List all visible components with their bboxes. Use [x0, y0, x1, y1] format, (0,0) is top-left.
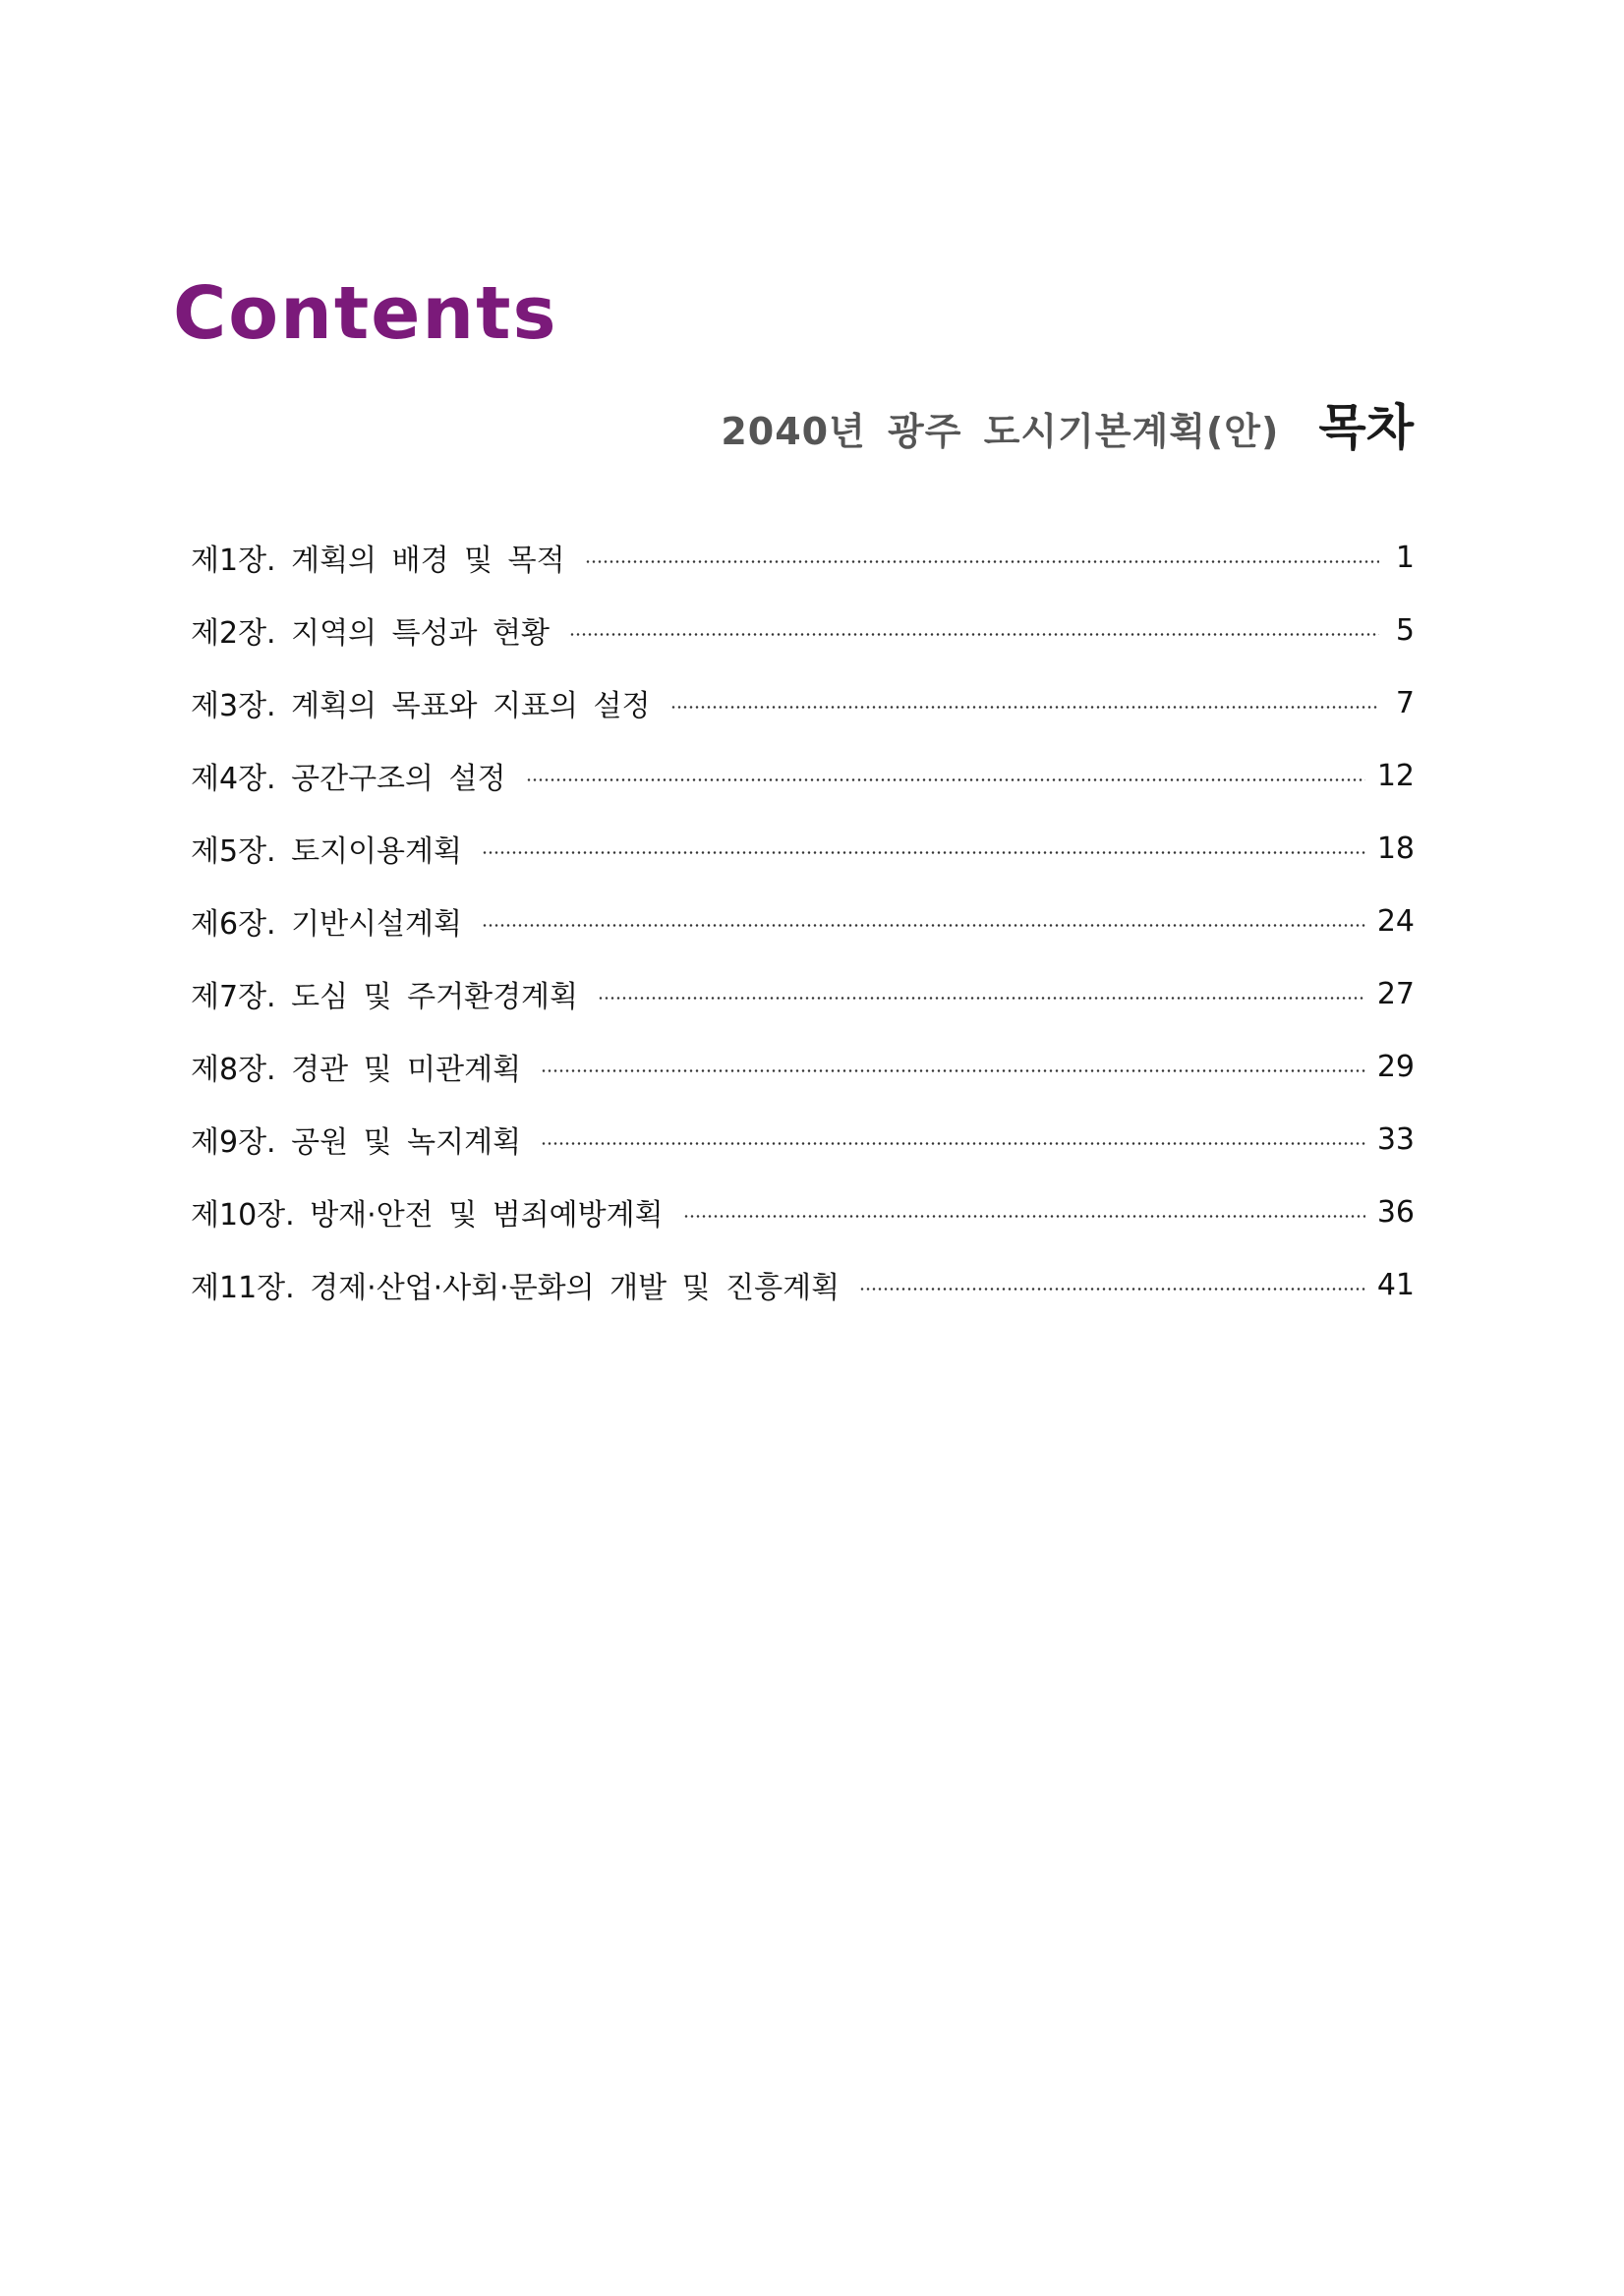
toc-item-page: 29: [1376, 1049, 1415, 1084]
document-subtitle: [721, 399, 1414, 456]
toc-item-chapter-7[interactable]: [191, 957, 1415, 1030]
toc-item-chapter-11[interactable]: [191, 1248, 1415, 1321]
plan-title: 2040년 광주 도시기본계획(안): [721, 410, 1280, 453]
toc-item-page: 24: [1376, 903, 1415, 939]
toc-item-chapter-8[interactable]: [191, 1030, 1415, 1103]
toc-item-page: 27: [1376, 976, 1415, 1011]
toc-item-label: 제3장. 계획의 목표와 지표의 설정: [191, 689, 651, 723]
toc-item-chapter-6[interactable]: [191, 885, 1415, 957]
dot-leader: [541, 1069, 1365, 1072]
toc-item-label: 제9장. 공원 및 녹지계획: [191, 1125, 522, 1160]
toc-item-label: 제4장. 공간구조의 설정: [191, 762, 506, 796]
toc-item-page: 41: [1376, 1267, 1415, 1302]
toc-item-label: 제5장. 토지이용계획: [191, 834, 462, 869]
toc-item-page: 1: [1395, 540, 1415, 575]
toc-item-label: 제10장. 방재·안전 및 범죄예방계획: [191, 1198, 664, 1233]
dot-leader: [598, 997, 1365, 1000]
toc-item-label: 제7장. 도심 및 주거환경계획: [191, 980, 579, 1014]
dot-leader: [482, 924, 1365, 927]
dot-leader: [859, 1288, 1365, 1291]
table-of-contents: [191, 521, 1415, 1321]
toc-item-page: 33: [1376, 1121, 1415, 1157]
dot-leader: [482, 851, 1365, 854]
toc-item-chapter-10[interactable]: [191, 1176, 1415, 1248]
toc-item-label: 제6장. 기반시설계획: [191, 907, 462, 942]
dot-leader: [585, 560, 1379, 563]
dot-leader: [541, 1142, 1365, 1145]
dot-leader: [569, 633, 1379, 636]
toc-item-label: 제8장. 경관 및 미관계획: [191, 1053, 522, 1087]
toc-item-page: 5: [1395, 612, 1415, 648]
dot-leader: [670, 706, 1379, 709]
toc-item-label: 제1장. 계획의 배경 및 목적: [191, 544, 565, 578]
toc-title: 목차: [1318, 399, 1414, 456]
toc-item-chapter-2[interactable]: [191, 594, 1415, 666]
toc-item-chapter-3[interactable]: [191, 666, 1415, 739]
toc-item-label: 제2장. 지역의 특성과 현황: [191, 616, 551, 651]
toc-item-label: 제11장. 경제·산업·사회·문화의 개발 및 진흥계획: [191, 1271, 841, 1305]
toc-item-page: 18: [1376, 831, 1415, 866]
toc-item-chapter-1[interactable]: [191, 521, 1415, 594]
contents-heading: Contents: [173, 271, 558, 356]
dot-leader: [683, 1215, 1365, 1218]
toc-item-chapter-4[interactable]: [191, 739, 1415, 812]
toc-item-page: 12: [1376, 758, 1415, 793]
toc-item-page: 7: [1395, 685, 1415, 720]
toc-item-chapter-9[interactable]: [191, 1103, 1415, 1176]
toc-item-chapter-5[interactable]: [191, 812, 1415, 885]
dot-leader: [526, 778, 1365, 781]
toc-item-page: 36: [1376, 1194, 1415, 1230]
